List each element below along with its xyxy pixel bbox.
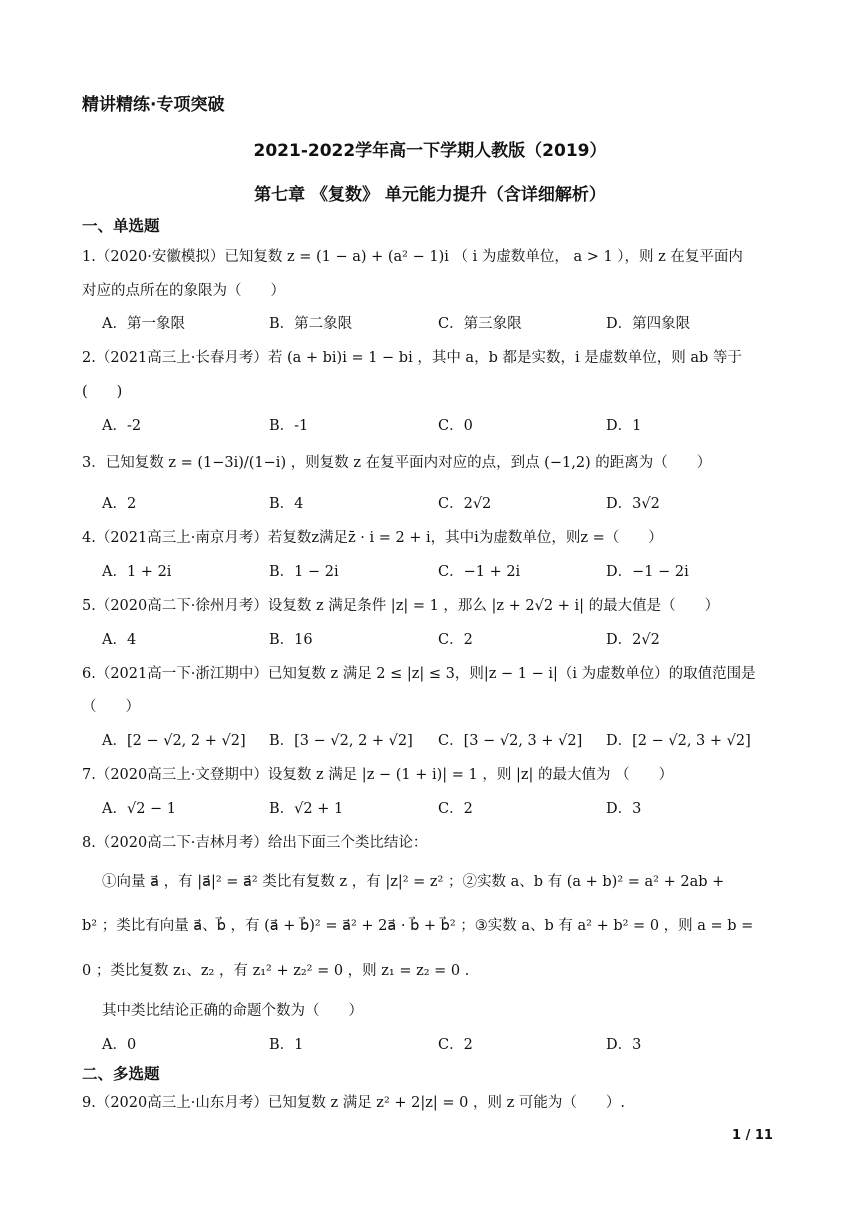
option-a: A．0	[102, 1037, 137, 1053]
question-line: b² ；类比有向量 a⃗、b⃗ ，有 (a⃗ + b⃗)² = a⃗² + 2a⃗ · b⃗ + b⃗² ；③实数 a、b 有 a² + b² = 0 ，则 a = b =	[82, 918, 754, 934]
option-c: C．2	[438, 632, 473, 648]
option-d: D．[2 − √2, 3 + √2]	[606, 733, 751, 749]
option-d: D．−1 − 2i	[606, 564, 689, 580]
option-d: D．3	[606, 801, 642, 817]
question-line: 对应的点所在的象限为（ ）	[82, 283, 285, 299]
section-multi-choice: 二、多选题	[82, 1065, 160, 1083]
option-c: C．第三象限	[438, 316, 522, 332]
question-line: 4.（2021高三上·南京月考）若复数z满足z̄ · i = 2 + i，其中i为虚数单位，则z =（ ）	[82, 530, 663, 546]
series-title: 精讲精练·专项突破	[82, 95, 225, 115]
question-line: 1.（2020·安徽模拟）已知复数 z = (1 − a) + (a² − 1)i （ i 为虚数单位， a > 1 ），则 z 在复平面内	[82, 249, 743, 265]
question-line: 9.（2020高三上·山东月考）已知复数 z 满足 z² + 2|z| = 0 ，则 z 可能为（ ）.	[82, 1095, 625, 1111]
question-line: 2.（2021高三上·长春月考）若 (a + bi)i = 1 − bi ，其中 a，b 都是实数，i 是虚数单位，则 ab 等于	[82, 350, 742, 366]
section-single-choice: 一、单选题	[82, 217, 160, 235]
question-line: 0 ；类比复数 z₁、z₂ ，有 z₁² + z₂² = 0 ，则 z₁ = z₂ = 0 .	[82, 963, 470, 979]
option-a: A．-2	[102, 418, 142, 434]
option-c: C．[3 − √2, 3 + √2]	[438, 733, 583, 749]
question-line: 5.（2020高二下·徐州月考）设复数 z 满足条件 |z| = 1 ，那么 |z + 2√2 + i| 的最大值是（ ）	[82, 598, 720, 614]
question-line: ①向量 a⃗ ，有 |a⃗|² = a⃗² 类比有复数 z ，有 |z|² = z² ；②实数 a、b 有 (a + b)² = a² + 2ab +	[102, 874, 725, 890]
option-b: B．[3 − √2, 2 + √2]	[269, 733, 413, 749]
option-a: A．4	[102, 632, 137, 648]
page-number: 1 / 11	[732, 1128, 773, 1143]
question-line: 3．已知复数 z = (1−3i)/(1−i) ，则复数 z 在复平面内对应的点，到点 (−1,2) 的距离为（ ）	[82, 455, 712, 471]
option-c: C．2	[438, 1037, 473, 1053]
option-c: C．−1 + 2i	[438, 564, 521, 580]
question-line: 8.（2020高二下·吉林月考）给出下面三个类比结论：	[82, 835, 428, 851]
option-c: C．0	[438, 418, 473, 434]
option-a: A．2	[102, 496, 137, 512]
option-d: D．3	[606, 1037, 642, 1053]
option-b: B．第二象限	[269, 316, 353, 332]
question-line: 6.（2021高一下·浙江期中）已知复数 z 满足 2 ≤ |z| ≤ 3，则|z − 1 − i|（i 为虚数单位）的取值范围是	[82, 666, 756, 682]
option-d: D．1	[606, 418, 642, 434]
title-line-2: 第七章 《复数》 单元能力提升（含详细解析）	[254, 185, 606, 205]
option-a: A．第一象限	[102, 316, 185, 332]
option-c: C．2√2	[438, 496, 492, 512]
title-line-1: 2021-2022学年高一下学期人教版（2019）	[253, 141, 607, 161]
question-line: ( )	[82, 384, 123, 400]
option-b: B．√2 + 1	[269, 801, 344, 817]
question-line: （ ）	[82, 699, 140, 715]
question-line: 7.（2020高三上·文登期中）设复数 z 满足 |z − (1 + i)| = 1 ，则 |z| 的最大值为 （ ）	[82, 767, 674, 783]
option-b: B．4	[269, 496, 304, 512]
option-b: B．-1	[269, 418, 309, 434]
option-b: B．16	[269, 632, 313, 648]
option-b: B．1 − 2i	[269, 564, 339, 580]
question-line: 其中类比结论正确的命题个数为（ ）	[102, 1003, 363, 1019]
option-a: A．√2 − 1	[102, 801, 177, 817]
option-d: D．第四象限	[606, 316, 691, 332]
option-a: A．1 + 2i	[102, 564, 172, 580]
option-c: C．2	[438, 801, 473, 817]
option-b: B．1	[269, 1037, 304, 1053]
option-d: D．3√2	[606, 496, 660, 512]
option-a: A．[2 − √2, 2 + √2]	[102, 733, 246, 749]
option-d: D．2√2	[606, 632, 660, 648]
